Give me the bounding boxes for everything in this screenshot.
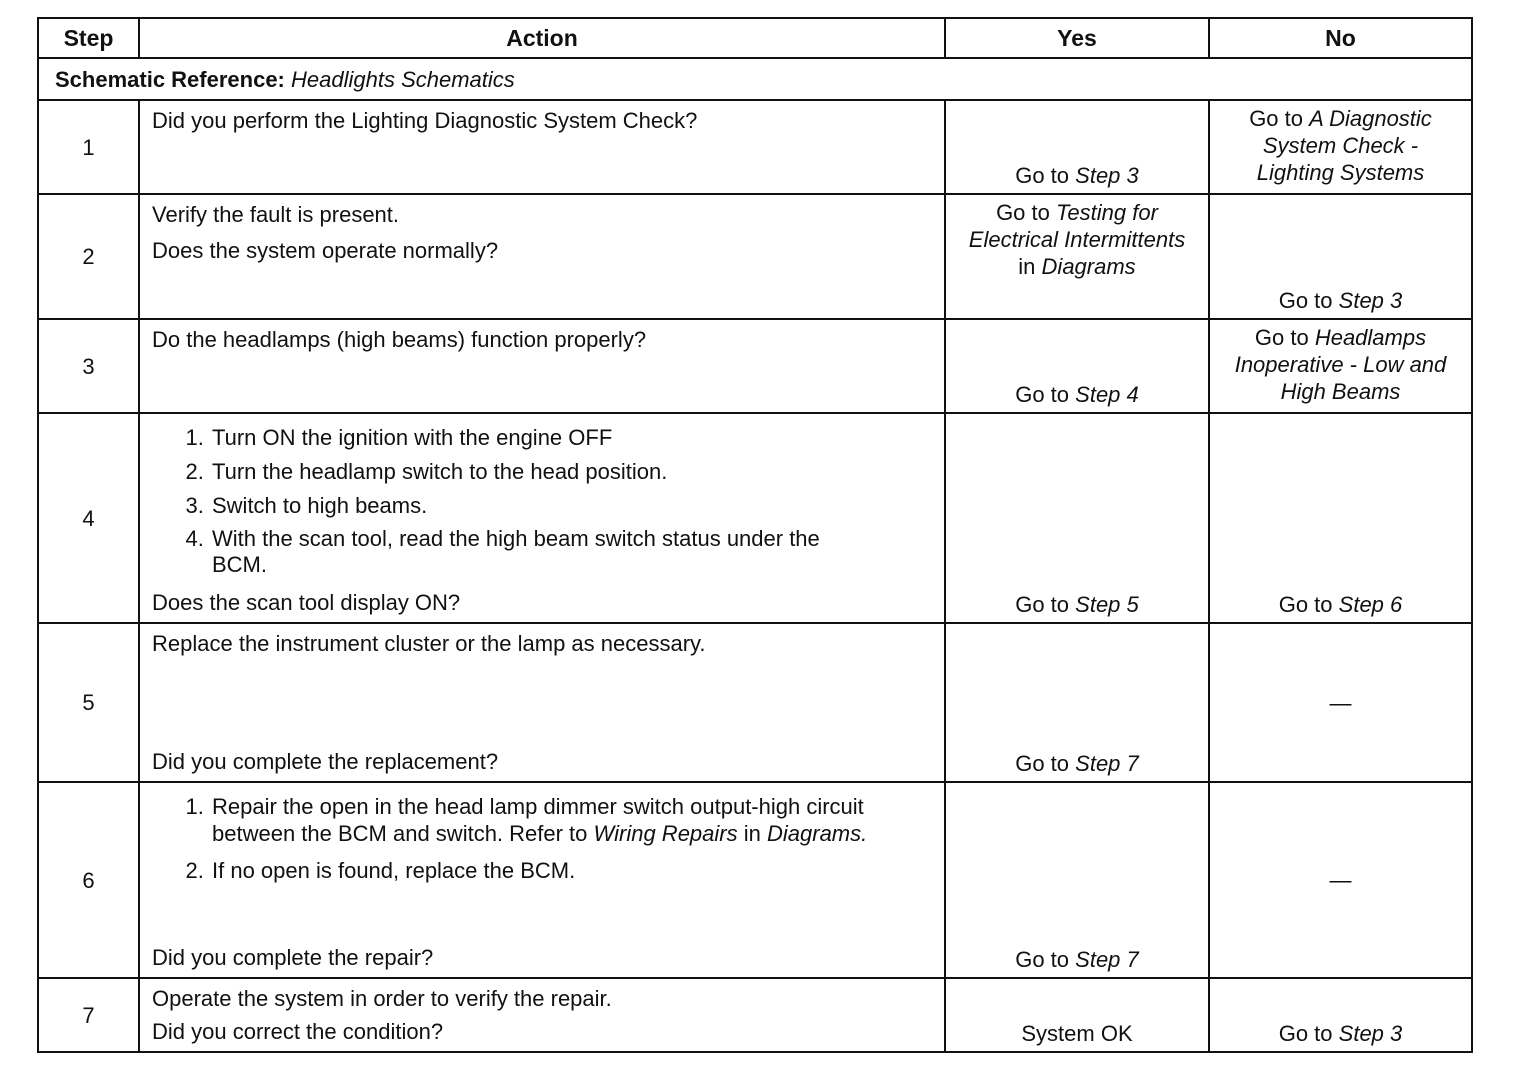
no-cell (1209, 978, 1472, 1052)
list-item: 1. Turn ON the ignition with the engine OFF (210, 424, 932, 451)
no-dash: — (1329, 867, 1352, 893)
action-text: Operate the system in order to verify the repair. (152, 986, 612, 1011)
no-dash: — (1329, 690, 1352, 715)
no-link[interactable]: A Diagnostic System Check - Lighting Systems (1256, 106, 1432, 185)
yes-cell (945, 782, 1209, 978)
list-item: 3. Switch to high beams. (210, 492, 932, 519)
action-cell (139, 194, 945, 319)
list-item-suffix: in (743, 821, 761, 846)
step-number: 1 (38, 100, 139, 194)
action-cell (139, 978, 945, 1052)
yes-link[interactable]: Step 5 (1075, 592, 1139, 617)
action-question: Does the system operate normally? (152, 238, 499, 263)
no-prefix: Go to (1249, 106, 1303, 131)
action-cell (139, 100, 945, 194)
table-row (38, 413, 1472, 623)
no-link[interactable]: Step 6 (1338, 592, 1403, 617)
action-question: Does the scan tool display ON? (152, 590, 461, 615)
action-question: Did you complete the repair? (152, 945, 434, 970)
yes-link[interactable]: Testing for Electrical Intermittents (968, 200, 1186, 252)
step-number: 7 (38, 978, 139, 1052)
step-number: 3 (38, 319, 139, 413)
no-prefix: Go to (1254, 325, 1309, 350)
action-text: Do the headlamps (high beams) function properly? (152, 327, 647, 352)
yes-prefix: Go to (1015, 382, 1070, 407)
step-number: 5 (38, 623, 139, 782)
yes-link-diagrams[interactable]: Diagrams (1041, 254, 1136, 279)
list-item-text: Repair the open in the head lamp dimmer switch output-high circuit between the BCM and switch. Refer to (212, 794, 864, 846)
action-cell (139, 623, 945, 782)
action-list (152, 424, 932, 578)
yes-prefix: Go to (1015, 751, 1070, 776)
action-question: Did you correct the condition? (152, 1019, 444, 1044)
yes-system-ok: System OK (1021, 1021, 1133, 1046)
yes-link[interactable]: Step 7 (1075, 751, 1139, 776)
step-number: 4 (38, 413, 139, 623)
yes-cell (945, 413, 1209, 623)
table-row (38, 978, 1472, 1052)
table-row (38, 782, 1472, 978)
yes-suffix: in (1018, 254, 1036, 279)
table-row (38, 319, 1472, 413)
action-cell (139, 319, 945, 413)
table-row (38, 100, 1472, 194)
yes-cell (945, 100, 1209, 194)
action-list (152, 793, 932, 884)
schematic-reference-row (38, 58, 1472, 100)
no-link[interactable]: Headlamps Inoperative - Low and High Beams (1234, 325, 1447, 404)
action-cell (139, 413, 945, 623)
step-number: 2 (38, 194, 139, 319)
yes-cell (945, 319, 1209, 413)
no-cell (1209, 782, 1472, 978)
action-cell (139, 782, 945, 978)
yes-prefix: Go to (996, 200, 1050, 225)
diagnostic-table (37, 17, 1473, 1053)
no-prefix: Go to (1278, 1021, 1333, 1046)
table-row (38, 194, 1472, 319)
table-row (38, 623, 1472, 782)
schematic-reference-link[interactable]: Headlights Schematics (291, 66, 515, 92)
action-text: Replace the instrument cluster or the lamp as necessary. (152, 631, 706, 656)
yes-cell (945, 978, 1209, 1052)
no-cell (1209, 319, 1472, 413)
yes-link[interactable]: Step 7 (1075, 947, 1139, 972)
action-question: Did you complete the replacement? (152, 749, 499, 774)
list-item: 2. Turn the headlamp switch to the head position. (210, 458, 932, 485)
no-link[interactable]: Step 3 (1338, 1021, 1403, 1046)
no-prefix: Go to (1278, 288, 1333, 313)
no-cell (1209, 413, 1472, 623)
header-yes: Yes (945, 18, 1209, 58)
step-number: 6 (38, 782, 139, 978)
action-text: Verify the fault is present. (152, 202, 400, 227)
action-text: Did you perform the Lighting Diagnostic System Check? (152, 108, 698, 133)
schematic-reference (38, 58, 1472, 100)
list-item: 2. If no open is found, replace the BCM. (210, 857, 932, 884)
header-action: Action (139, 18, 945, 58)
yes-link[interactable]: Step 3 (1075, 163, 1139, 188)
no-link[interactable]: Step 3 (1338, 288, 1403, 313)
no-cell (1209, 623, 1472, 782)
diagrams-link[interactable]: Diagrams. (767, 821, 868, 846)
no-prefix: Go to (1278, 592, 1333, 617)
header-no: No (1209, 18, 1472, 58)
header-step: Step (38, 18, 139, 58)
yes-cell (945, 623, 1209, 782)
no-cell (1209, 100, 1472, 194)
header-row (38, 18, 1472, 58)
schematic-reference-label: Schematic Reference: (55, 66, 285, 92)
yes-prefix: Go to (1015, 947, 1070, 972)
no-cell (1209, 194, 1472, 319)
wiring-repairs-link[interactable]: Wiring Repairs (593, 821, 738, 846)
yes-cell (945, 194, 1209, 319)
list-item (210, 793, 932, 847)
yes-prefix: Go to (1015, 592, 1070, 617)
list-item: 4. With the scan tool, read the high beam switch status under the BCM. (210, 526, 932, 578)
yes-prefix: Go to (1015, 163, 1070, 188)
yes-link[interactable]: Step 4 (1075, 382, 1139, 407)
